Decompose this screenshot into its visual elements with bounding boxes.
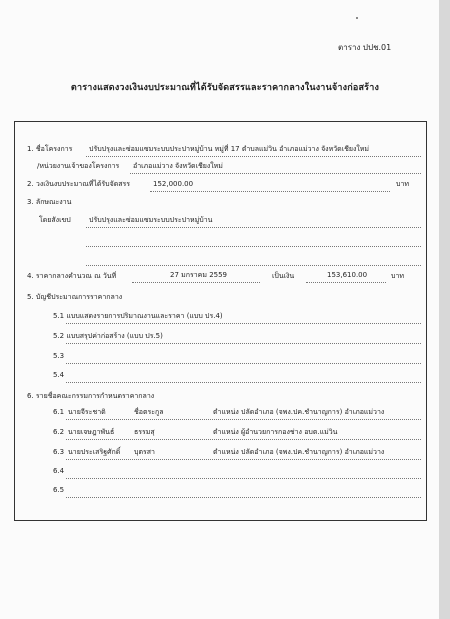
project-name-label: 1. ชื่อโครงการ — [27, 145, 73, 153]
agency-label: /หน่วยงานเจ้าของโครงการ — [37, 162, 120, 170]
budget-unit: บาท — [396, 180, 409, 188]
scan-speck — [356, 17, 358, 19]
committee-line-4 — [66, 478, 421, 479]
committee-line-1 — [66, 419, 421, 420]
work-type-label: 3. ลักษณะงาน — [27, 198, 72, 206]
estimate-list-label: 5. บัญชีประมาณการราคากลาง — [27, 293, 123, 301]
committee-position: ตำแหน่ง ปลัดอำเภอ (จพง.ปค.ชำนาญการ) อำเภอแม่วาง — [213, 448, 385, 456]
estimate-item-4: 5.4 — [53, 371, 65, 379]
committee-first-name: นายเจษฎาพันธ์ — [68, 428, 115, 436]
committee-last-name: ธรรมสุ — [134, 428, 155, 436]
estimate-item-line-4 — [66, 382, 421, 383]
budget-value: 152,000.00 — [153, 180, 194, 188]
project-name-line — [86, 156, 421, 157]
document-title: ตารางแสดงวงเงินงบประมาณที่ได้รับจัดสรรและราคากลางในงานจ้างก่อสร้าง — [70, 83, 380, 93]
median-price-date: 27 มกราคม 2559 — [170, 271, 228, 279]
agency-line — [130, 173, 421, 174]
estimate-item-line-1 — [66, 323, 421, 324]
committee-line-3 — [66, 459, 421, 460]
agency-value: อำเภอแม่วาง จังหวัดเชียงใหม่ — [133, 162, 223, 170]
project-name-value: ปรับปรุงและซ่อมแซมระบบประปาหมู่บ้าน หมู่ที่ 17 ตำบลแม่วิน อำเภอแม่วาง จังหวัดเชียงใหม่ — [89, 145, 370, 153]
committee-line-5 — [66, 497, 421, 498]
committee-first-name: นายประเสริฐศักดิ์ — [68, 448, 121, 456]
work-type-value: ปรับปรุงและซ่อมแซมระบบประปาหมู่บ้าน — [89, 216, 213, 224]
committee-last-name: ชื่อตระกูล — [134, 408, 164, 416]
estimate-item-line-3 — [66, 363, 421, 364]
committee-number: 6.1 — [53, 408, 65, 416]
committee-number: 6.3 — [53, 448, 65, 456]
work-type-line-1 — [86, 227, 421, 228]
median-price-amount-line — [306, 282, 386, 283]
median-price-date-line — [132, 282, 260, 283]
estimate-item-1: 5.1 แบบแสดงรายการปริมาณงานและราคา (แบบ ปร.4) — [53, 312, 223, 320]
committee-number: 6.5 — [53, 486, 65, 494]
median-price-label: 4. ราคากลางคำนวณ ณ วันที่ — [27, 272, 117, 280]
estimate-item-2: 5.2 แบบสรุปค่าก่อสร้าง (แบบ ปร.5) — [53, 332, 163, 340]
committee-first-name: นายจีระชาติ — [68, 408, 106, 416]
committee-line-2 — [66, 439, 421, 440]
median-price-amount: 153,610.00 — [327, 271, 368, 279]
work-type-line-2 — [86, 246, 421, 247]
committee-label: 6. รายชื่อคณะกรรมการกำหนดราคากลาง — [27, 392, 155, 400]
median-price-unit: บาท — [391, 272, 404, 280]
estimate-item-line-2 — [66, 343, 421, 344]
committee-number: 6.4 — [53, 467, 65, 475]
work-type-sublabel: โดยสังเขป — [39, 216, 71, 224]
budget-label: 2. วงเงินงบประมาณที่ได้รับจัดสรร — [27, 180, 131, 188]
committee-position: ตำแหน่ง ผู้อำนวยการกองช่าง อบต.แม่วิน — [213, 428, 338, 436]
form-code: ตาราง ปปช.01 — [338, 43, 392, 52]
estimate-item-3: 5.3 — [53, 352, 65, 360]
committee-position: ตำแหน่ง ปลัดอำเภอ (จพง.ปค.ชำนาญการ) อำเภอแม่วาง — [213, 408, 385, 416]
budget-line — [150, 191, 390, 192]
committee-last-name: บุตรสา — [134, 448, 155, 456]
committee-number: 6.2 — [53, 428, 65, 436]
median-price-mid-label: เป็นเงิน — [272, 272, 295, 280]
work-type-line-3 — [86, 265, 421, 266]
